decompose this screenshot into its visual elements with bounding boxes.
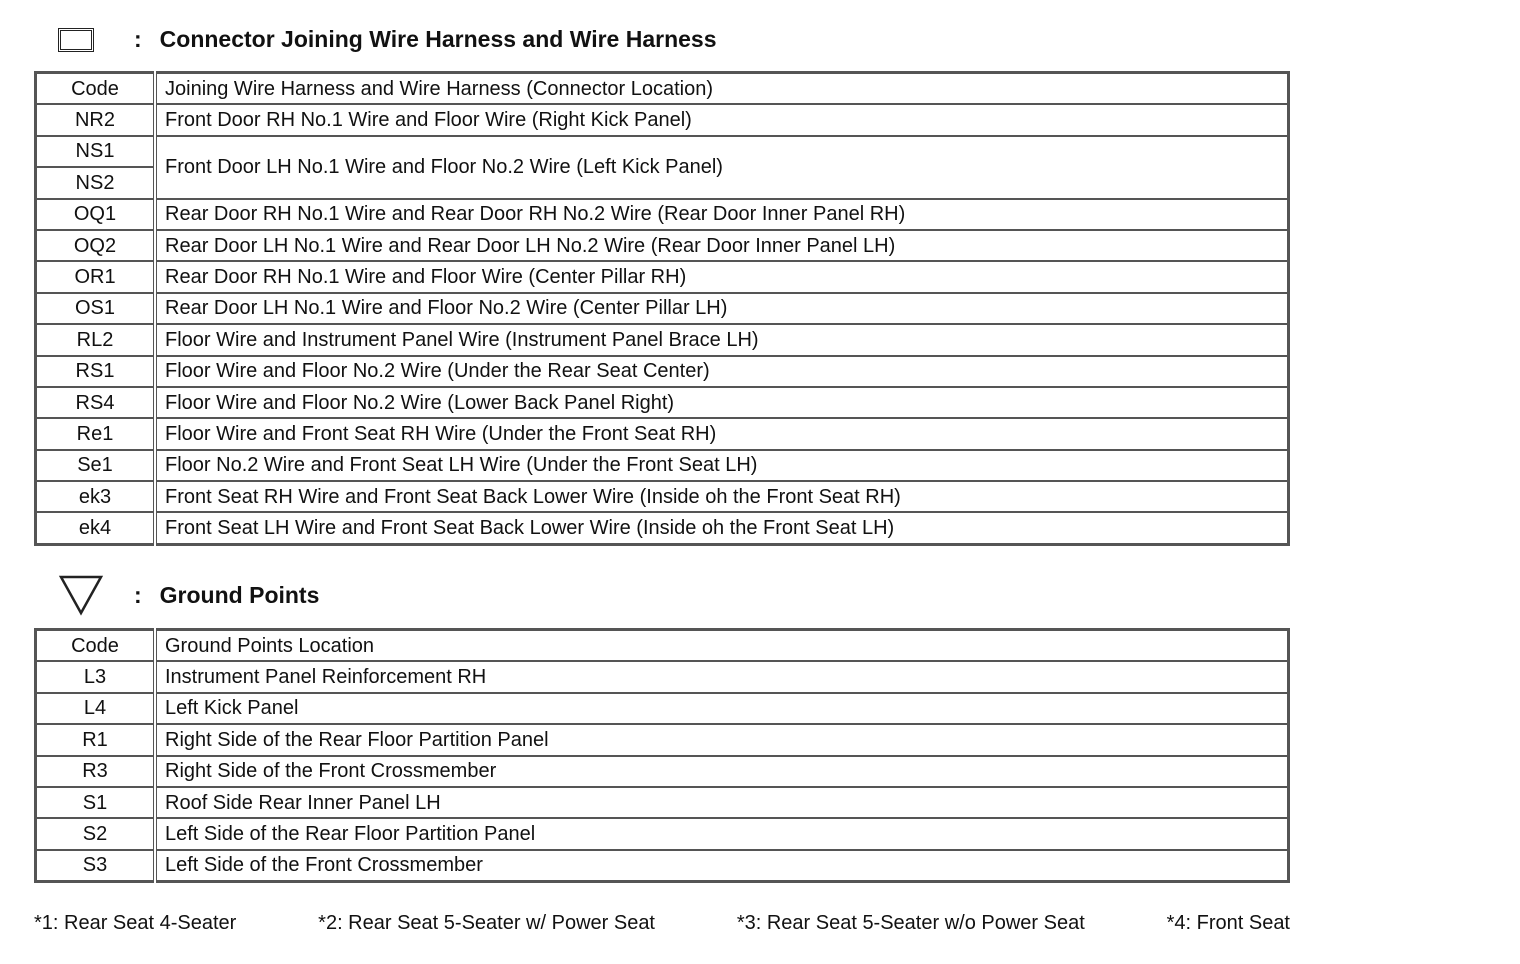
table-row	[36, 293, 1289, 324]
table-row	[36, 199, 1289, 230]
ground-section-title: Ground Points	[159, 581, 320, 608]
connector-description: Front Door LH No.1 Wire and Floor No.2 Wire (Left Kick Panel)	[155, 136, 1289, 199]
ground-code: L3	[36, 661, 156, 692]
table-row	[36, 230, 1289, 261]
connector-code: RL2	[36, 324, 156, 355]
connector-section-heading	[58, 26, 717, 53]
table-row	[36, 481, 1289, 512]
code-header: Code	[36, 630, 156, 662]
code-header: Code	[36, 73, 156, 105]
table-row	[36, 512, 1289, 544]
table-row	[36, 104, 1289, 135]
connector-code: RS4	[36, 387, 156, 418]
connector-code: OR1	[36, 261, 156, 292]
description-header: Ground Points Location	[155, 630, 1289, 662]
connector-description: Front Seat RH Wire and Front Seat Back Lower Wire (Inside oh the Front Seat RH)	[155, 481, 1289, 512]
table-row	[36, 418, 1289, 449]
heading-colon: :	[134, 26, 142, 52]
connector-table	[34, 71, 1290, 546]
connector-description: Floor No.2 Wire and Front Seat LH Wire (Under the Front Seat LH)	[155, 450, 1289, 481]
connector-description: Rear Door LH No.1 Wire and Rear Door LH No.2 Wire (Rear Door Inner Panel LH)	[155, 230, 1289, 261]
ground-code: R3	[36, 756, 156, 787]
connector-code: OS1	[36, 293, 156, 324]
connector-description: Front Seat LH Wire and Front Seat Back Lower Wire (Inside oh the Front Seat LH)	[155, 512, 1289, 544]
table-row	[36, 787, 1289, 818]
connector-code: ek3	[36, 481, 156, 512]
connector-code: Se1	[36, 450, 156, 481]
connector-description: Floor Wire and Floor No.2 Wire (Under the Rear Seat Center)	[155, 356, 1289, 387]
table-row	[36, 818, 1289, 849]
ground-description: Left Kick Panel	[155, 693, 1289, 724]
ground-description: Right Side of the Front Crossmember	[155, 756, 1289, 787]
ground-code: S1	[36, 787, 156, 818]
connector-code: NS1	[36, 136, 156, 167]
ground-description: Left Side of the Rear Floor Partition Panel	[155, 818, 1289, 849]
table-row	[36, 136, 1289, 167]
connector-description: Floor Wire and Floor No.2 Wire (Lower Back Panel Right)	[155, 387, 1289, 418]
connector-code: Re1	[36, 418, 156, 449]
ground-description: Left Side of the Front Crossmember	[155, 850, 1289, 882]
table-row	[36, 850, 1289, 882]
ground-section-heading	[58, 574, 319, 616]
connector-description: Rear Door RH No.1 Wire and Floor Wire (Center Pillar RH)	[155, 261, 1289, 292]
table-row	[36, 387, 1289, 418]
connector-description: Rear Door LH No.1 Wire and Floor No.2 Wire (Center Pillar LH)	[155, 293, 1289, 324]
heading-colon: :	[134, 581, 142, 608]
ground-code: S3	[36, 850, 156, 882]
description-header: Joining Wire Harness and Wire Harness (Connector Location)	[155, 73, 1289, 105]
connector-code: OQ2	[36, 230, 156, 261]
footnote: *4: Front Seat	[1166, 912, 1290, 934]
table-row	[36, 261, 1289, 292]
footnote: *1: Rear Seat 4-Seater	[34, 912, 237, 934]
connector-description: Floor Wire and Instrument Panel Wire (Instrument Panel Brace LH)	[155, 324, 1289, 355]
footnotes	[34, 912, 1290, 935]
down-triangle-icon	[58, 574, 104, 616]
table-row	[36, 724, 1289, 755]
ground-code: R1	[36, 724, 156, 755]
footnote: *3: Rear Seat 5-Seater w/o Power Seat	[736, 912, 1085, 934]
table-row	[36, 756, 1289, 787]
ground-description: Instrument Panel Reinforcement RH	[155, 661, 1289, 692]
connector-code: NR2	[36, 104, 156, 135]
connector-description: Floor Wire and Front Seat RH Wire (Under the Front Seat RH)	[155, 418, 1289, 449]
connector-description: Rear Door RH No.1 Wire and Rear Door RH No.2 Wire (Rear Door Inner Panel RH)	[155, 199, 1289, 230]
ground-code: S2	[36, 818, 156, 849]
table-header-row	[36, 73, 1289, 105]
ground-description: Roof Side Rear Inner Panel LH	[155, 787, 1289, 818]
rectangle-box-icon	[58, 28, 94, 52]
ground-description: Right Side of the Rear Floor Partition Panel	[155, 724, 1289, 755]
footnote: *2: Rear Seat 5-Seater w/ Power Seat	[318, 912, 655, 934]
table-header-row	[36, 630, 1289, 662]
connector-code: OQ1	[36, 199, 156, 230]
table-row	[36, 356, 1289, 387]
table-row	[36, 324, 1289, 355]
connector-code: ek4	[36, 512, 156, 544]
ground-code: L4	[36, 693, 156, 724]
connector-code: NS2	[36, 167, 156, 198]
table-row	[36, 693, 1289, 724]
table-row	[36, 661, 1289, 692]
table-row	[36, 450, 1289, 481]
ground-table	[34, 628, 1290, 883]
connector-description: Front Door RH No.1 Wire and Floor Wire (Right Kick Panel)	[155, 104, 1289, 135]
connector-section-title: Connector Joining Wire Harness and Wire Harness	[159, 26, 717, 52]
connector-code: RS1	[36, 356, 156, 387]
